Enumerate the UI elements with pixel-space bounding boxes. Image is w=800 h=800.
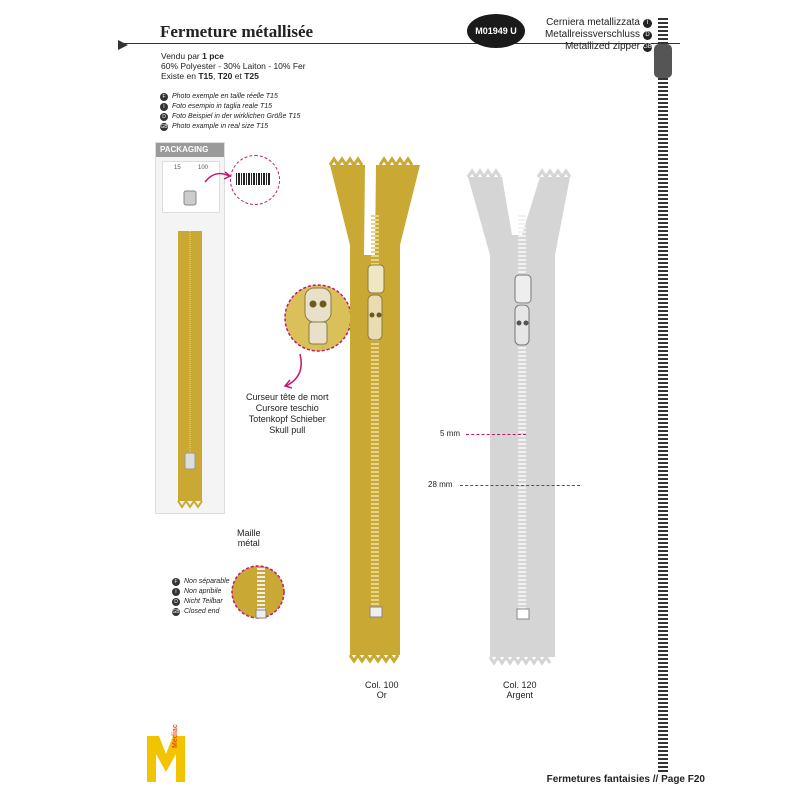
closed-note (172, 577, 230, 587)
title-arrow (118, 40, 128, 50)
measure-28mm: 28 mm (428, 480, 453, 489)
note-text: Nicht Teilbar (184, 598, 223, 605)
closed-note (172, 587, 230, 597)
photo-notes (160, 92, 300, 132)
flag-icon: D (160, 113, 168, 121)
measure-line (466, 434, 526, 435)
color-code: Col. 120 (503, 680, 537, 690)
color-label-gold (365, 680, 399, 700)
note-text: Photo exemple en taille réelle T15 (172, 93, 278, 100)
arrow-icon (203, 168, 233, 188)
flag-icon: F (160, 93, 168, 101)
sold-qty: 1 pce (202, 51, 224, 61)
sold-prefix: Vendu par (161, 51, 203, 61)
flag-icon: GB (172, 609, 180, 615)
sep: , (212, 71, 218, 81)
composition: 60% Polyester - 30% Laiton - 10% Fer (161, 61, 306, 71)
photo-note (160, 112, 300, 122)
flag-icon: I (643, 19, 652, 28)
lang-label: Metallreissverschluss (544, 29, 640, 40)
note-text: Foto Beispiel in der wirklichen Größe T15 (172, 113, 301, 120)
silver-zipper-image (460, 165, 580, 695)
packaging-number: 100 (198, 165, 209, 171)
flag-icon: D (643, 31, 652, 40)
exists-prefix: Existe en (161, 71, 199, 81)
callout-it: Cursore teschio (255, 403, 319, 413)
lang-label: Cerniera metallizzata (546, 17, 640, 28)
measure-5mm: 5 mm (440, 429, 460, 438)
brand-name: Mediac (172, 724, 179, 748)
lang-it (545, 17, 652, 29)
mesh-label (237, 528, 261, 548)
flag-icon: F (172, 578, 180, 586)
size: T15 (198, 71, 213, 81)
barcode-icon (236, 173, 270, 185)
mesh-line2: métal (237, 538, 260, 548)
flag-icon: D (172, 598, 180, 606)
packaging-number: 15 (174, 165, 181, 171)
note-text: Foto esempio in taglia reale T15 (172, 103, 272, 110)
note-text: Non séparable (184, 578, 230, 585)
callout-fr: Curseur tête de mort (246, 392, 329, 402)
callout-de: Totenkopf Schieber (248, 414, 326, 424)
flag-icon: I (160, 103, 168, 111)
product-specs (161, 51, 306, 81)
sizes (161, 71, 306, 81)
measure-line (460, 485, 580, 486)
mesh-zoom (228, 560, 288, 620)
size: T20 (217, 71, 233, 81)
color-name: Or (376, 690, 387, 700)
slider-callout (246, 392, 329, 436)
flag-icon: I (172, 588, 180, 596)
reference-code: M01949 U (475, 26, 517, 36)
brand-logo (145, 732, 187, 784)
color-code: Col. 100 (365, 680, 399, 690)
packaged-zipper-image (156, 143, 224, 513)
flag-icon: GB (643, 43, 652, 50)
sold-by (161, 51, 306, 61)
lang-en (545, 41, 652, 53)
callout-en: Skull pull (269, 425, 306, 435)
page-title: Fermeture métallisée (160, 22, 314, 41)
closed-end-notes (172, 577, 230, 617)
reference-badge (467, 14, 525, 48)
sep: et (232, 71, 245, 81)
gold-zipper-image (320, 155, 430, 685)
decorative-zipper-strip (648, 14, 678, 774)
color-label-silver (503, 680, 537, 700)
packaging-panel (155, 142, 225, 514)
note-text: Closed end (184, 608, 220, 615)
lang-label: Metallized zipper (564, 41, 640, 52)
color-name: Argent (506, 690, 534, 700)
mesh-line1: Maille (237, 528, 261, 538)
photo-note (160, 102, 300, 112)
photo-note (160, 122, 300, 132)
flag-icon: GB (160, 124, 168, 130)
page-footer: Fermetures fantaisies // Page F20 (546, 774, 705, 785)
note-text: Non apribile (184, 588, 222, 595)
note-text: Photo example in real size T15 (172, 123, 269, 130)
size: T25 (244, 71, 259, 81)
lang-de (545, 29, 652, 41)
language-names (545, 17, 652, 53)
closed-note (172, 597, 230, 607)
photo-note (160, 92, 300, 102)
packaging-label: PACKAGING (156, 143, 224, 157)
closed-note (172, 607, 230, 617)
arrow-icon (280, 352, 310, 392)
